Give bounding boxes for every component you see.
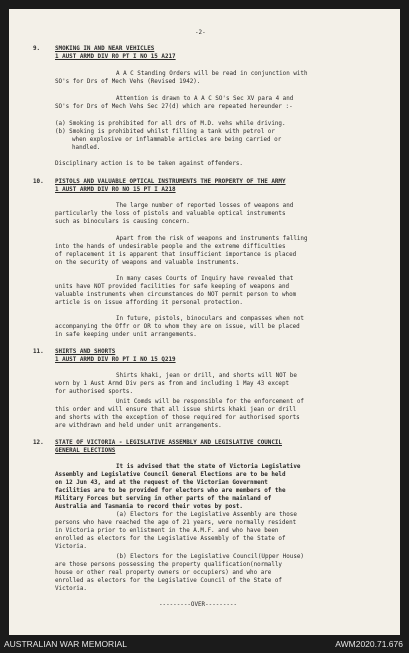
section-10-line: The large number of reported losses of weapons and	[116, 203, 294, 209]
section-11-line: for authorised sports.	[55, 389, 134, 395]
section-12-line: persons who have reached the age of 21 years, were normally resident	[55, 520, 297, 526]
section-11-line: are withdrawn and held under unit arrangements.	[55, 423, 222, 429]
section-12-line: are those persons possessing the property qualification(normally	[55, 562, 282, 568]
section-11-heading: SHIRTS AND SHORTS	[55, 349, 116, 355]
section-9-line: Attention is drawn to A A C SO's Sec XV para 4 and	[116, 96, 294, 102]
archive-footer	[0, 635, 409, 653]
section-11-line: worn by 1 Aust Armd Div pers as from and including 1 May 43 except	[55, 381, 290, 387]
section-9-line: (b) Smoking is prohibited whilst filling a tank with petrol or	[55, 129, 275, 135]
section-12-line: Assembly and Legislative Council General Elections are to be held	[55, 472, 286, 478]
section-12-line: (a) Electors for the Legislative Assembly are those	[116, 512, 297, 518]
section-12-number: 12.	[33, 440, 44, 446]
section-10-line: of replacement it is apparent that insufficient importance is placed	[55, 252, 297, 258]
section-10-line: valuable instruments when circumstances do NOT permit person to whom	[55, 292, 297, 298]
section-9-line: Disciplinary action is to be taken against offenders.	[55, 161, 243, 167]
section-12-line: Military Forces but serving in other parts of the mainland of	[55, 496, 272, 502]
section-12-line: Victoria.	[55, 544, 87, 550]
section-12-line: Australia and Tasmania to record their votes by post.	[55, 504, 243, 510]
section-12-line: facilities are to be provided for electors who are members of the	[55, 488, 286, 494]
section-12-heading: STATE OF VICTORIA - LEGISLATIVE ASSEMBLY AND LEGISLATIVE COUNCIL	[55, 440, 282, 446]
section-9-line: (a) Smoking is prohibited for all drs of M.D. vehs while driving.	[55, 121, 286, 127]
section-10-line: In future, pistols, binoculars and compasses when not	[116, 316, 304, 322]
section-9-line: SO's for Drs of Mech Vehs (Revised 1942).	[55, 79, 201, 85]
section-9-line: when explosive or inflammable articles are being carried or	[72, 137, 282, 143]
section-10-line: article is on issue affording it personal protection.	[55, 300, 243, 306]
section-9-line: handled.	[72, 145, 101, 151]
over-marker: ---------OVER---------	[159, 602, 238, 608]
document-page	[9, 9, 400, 635]
section-9-heading: SMOKING IN AND NEAR VEHICLES	[55, 46, 155, 52]
section-11-line: Unit Comds will be responsible for the enforcement of	[116, 399, 304, 405]
section-10-line: Apart from the risk of weapons and instruments falling	[116, 236, 308, 242]
section-12-line: in Victoria prior to enlistment in the A.M.F. and who have been	[55, 528, 279, 534]
section-12-line: house or other real property owners or occupiers) and who are	[55, 570, 272, 576]
section-12-line: (b) Electors for the Legislative Council(Upper House)	[116, 554, 304, 560]
section-12-line: Victoria.	[55, 586, 87, 592]
section-11-line: this order and will ensure that all issue shirts khaki jean or drill	[55, 407, 297, 413]
footer-accession-number: AWM2020.71.676	[335, 639, 403, 649]
section-9-reference: 1 AUST ARMD DIV RO PT I NO 15 A217	[55, 54, 176, 60]
section-11-number: 11.	[33, 349, 44, 355]
section-11-line: and shorts with the exception of those required for authorised sports	[55, 415, 300, 421]
section-9-number: 9.	[33, 46, 41, 52]
section-12-line: enrolled as electors for the Legislative Assembly of the State of	[55, 536, 286, 542]
section-10-line: on the security of weapons and valuable instruments.	[55, 260, 240, 266]
section-10-line: units have NOT provided facilities for safe keeping of weapons and	[55, 284, 290, 290]
section-10-line: into the hands of undesirable people and the extreme difficulties	[55, 244, 286, 250]
section-10-line: accompanying the Offr or OR to whom they are on issue, will be placed	[55, 324, 300, 330]
footer-source: AUSTRALIAN WAR MEMORIAL	[4, 639, 127, 649]
section-12-line: It is advised that the state of Victoria Legislative	[116, 464, 301, 470]
section-10-heading: PISTOLS AND VALUABLE OPTICAL INSTRUMENTS THE PROPERTY OF THE ARMY	[55, 179, 286, 185]
section-10-line: In many cases Courts of Inquiry have revealed that	[116, 276, 294, 282]
section-9-line: SO's for Drs of Mech Vehs Sec 27(d) which are repeated hereunder :-	[55, 104, 293, 110]
section-11-reference: 1 AUST ARMD DIV RO PT I NO 15 Q219	[55, 357, 176, 363]
section-10-line: in safe keeping under unit arrangements.	[55, 332, 197, 338]
section-12-heading-continued: GENERAL ELECTIONS	[55, 448, 116, 454]
section-9-line: A A C Standing Orders will be read in conjunction with	[116, 71, 308, 77]
section-10-line: particularly the loss of pistols and valuable optical instruments	[55, 211, 286, 217]
section-11-line: Shirts khaki, jean or drill, and shorts will NOT be	[116, 373, 297, 379]
section-10-reference: 1 AUST ARMD DIV RO NO 15 PT I A218	[55, 187, 176, 193]
section-10-number: 10.	[33, 179, 44, 185]
page-number: -2-	[195, 30, 206, 36]
section-10-line: such as binoculars is causing concern.	[55, 219, 190, 225]
section-12-line: on 12 Jun 43, and at the request of the Victorian Government	[55, 480, 268, 486]
section-12-line: enrolled as electors for the Legislative Council of the State of	[55, 578, 282, 584]
